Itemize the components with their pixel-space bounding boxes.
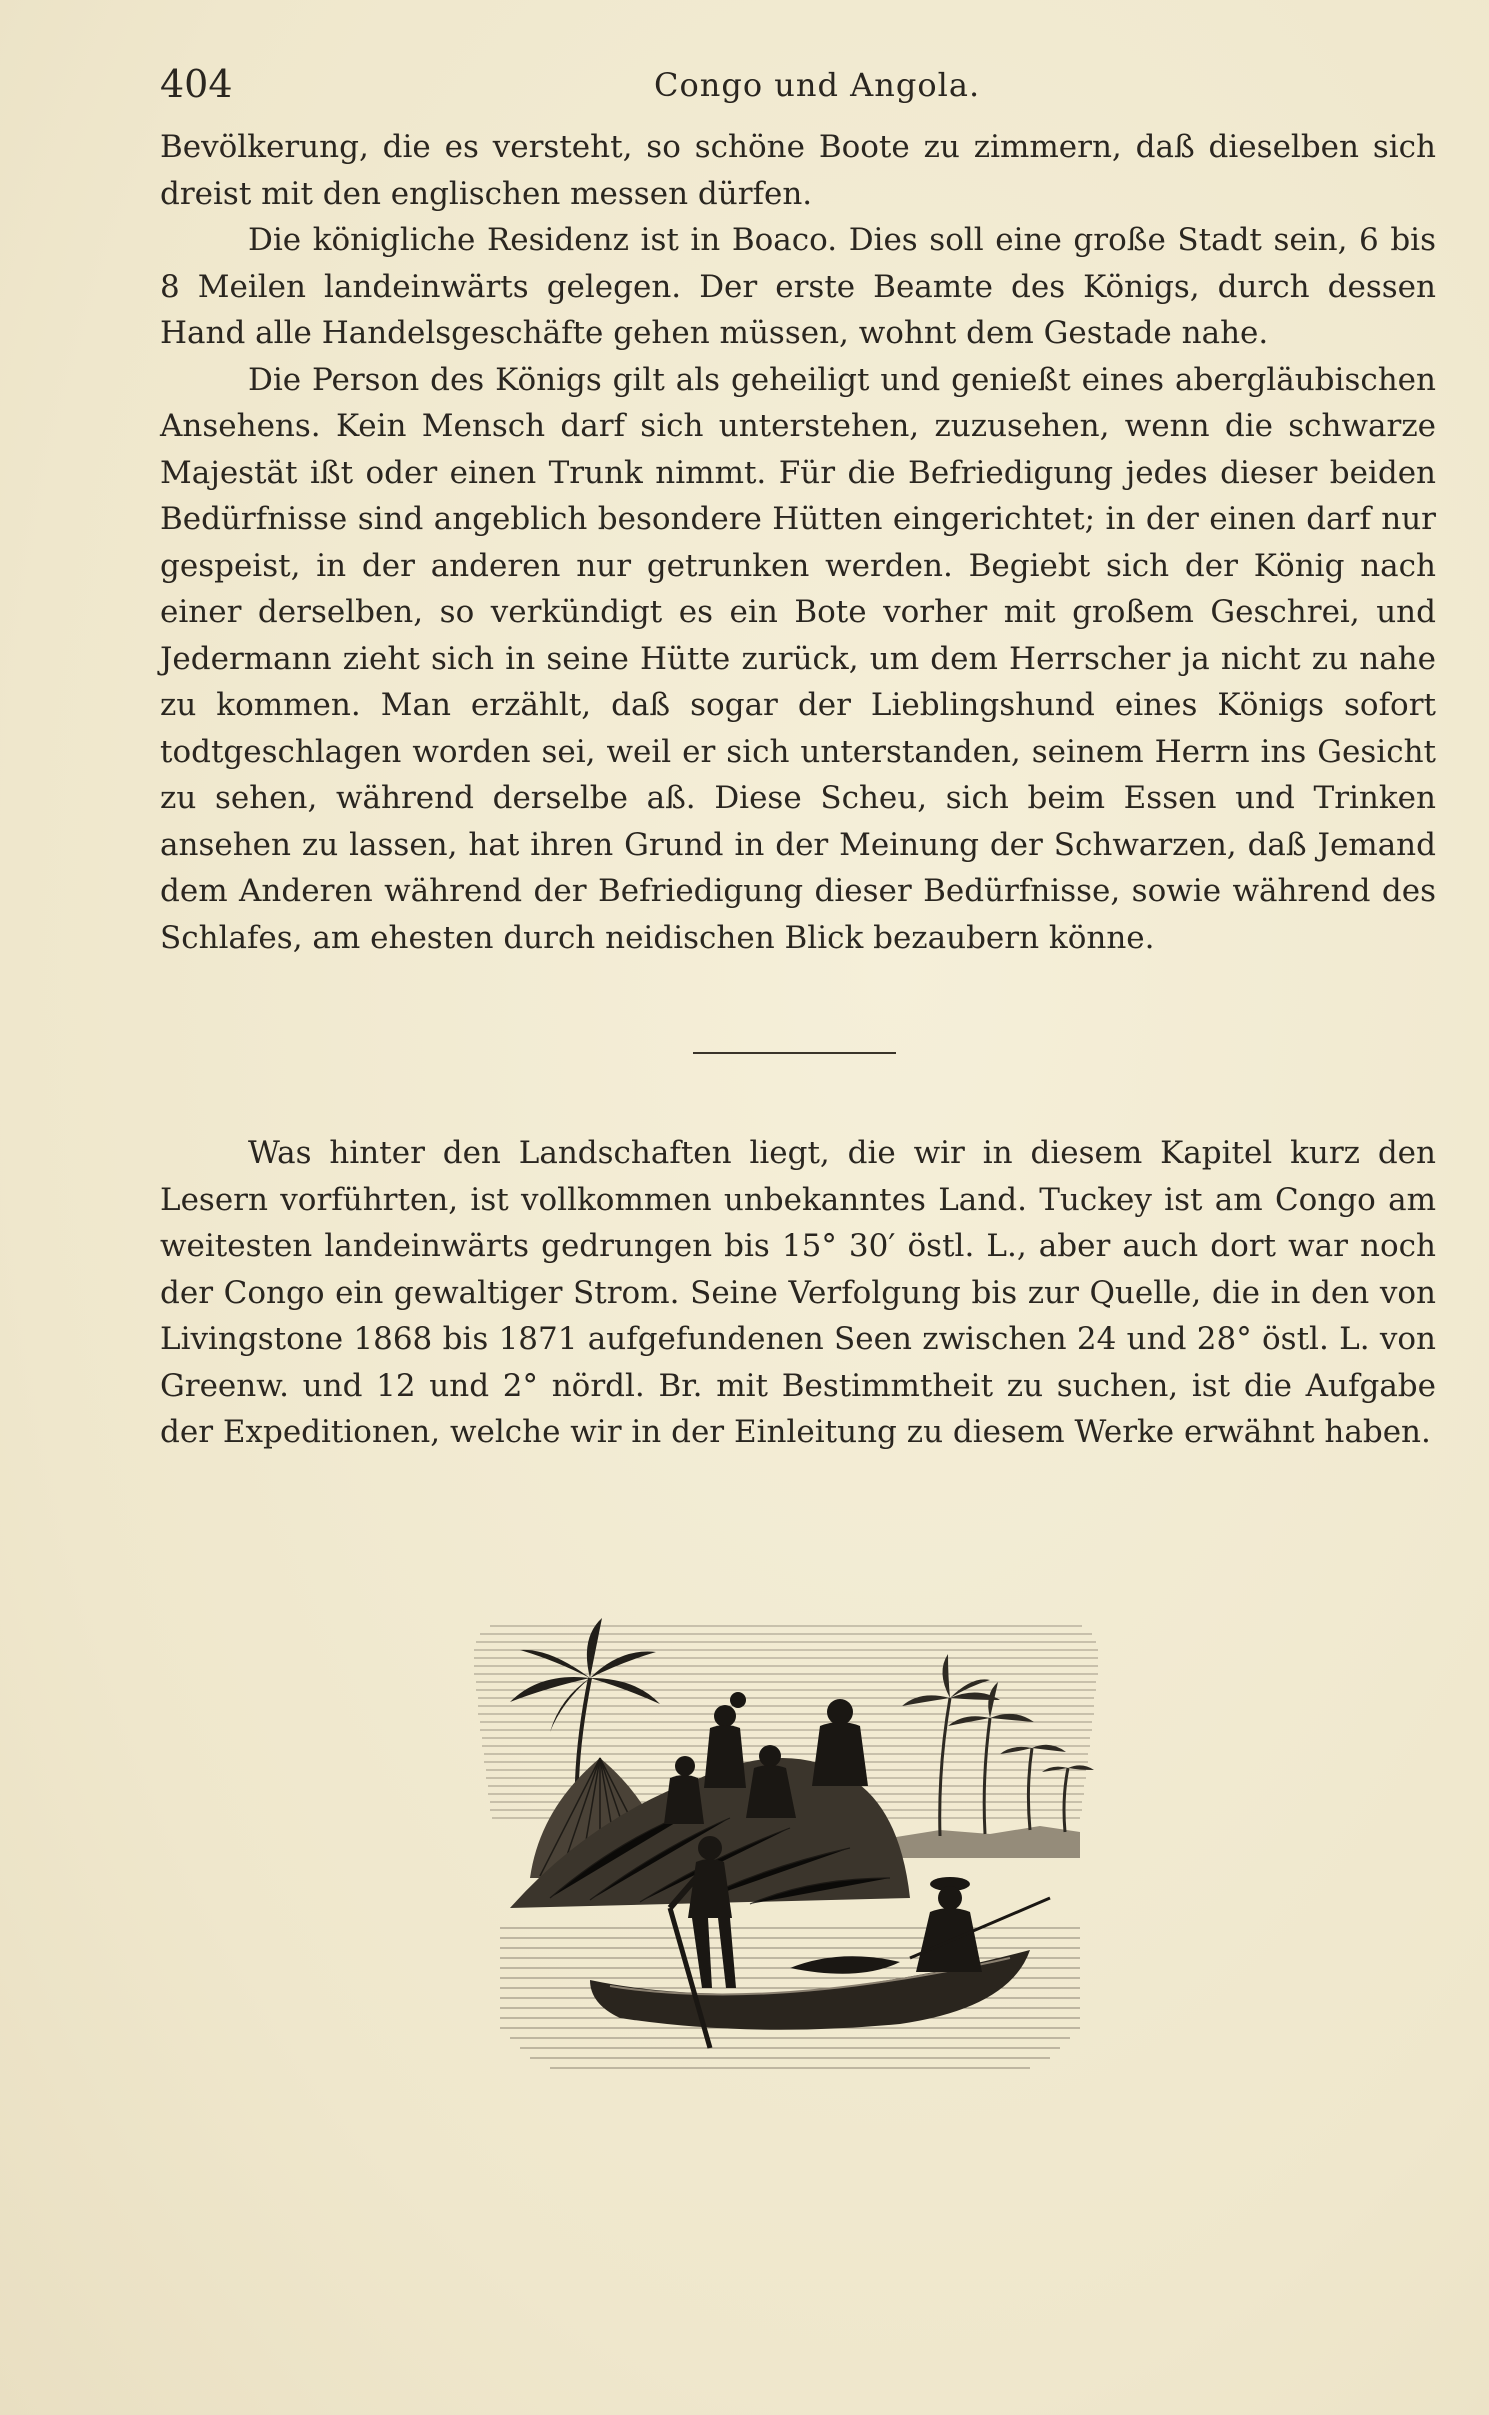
paragraph: Die königliche Residenz ist in Boaco. Dies soll eine große Stadt sein, 6 bis 8 Meilen landeinwärts gelegen. Der erste Beamte des Königs, durch dessen Hand alle Handelsgeschäfte gehen müssen, wohnt dem Gestade nahe. [160, 222, 1436, 351]
text-section-1 [160, 124, 1436, 961]
paragraph: Was hinter den Landschaften liegt, die wir in diesem Kapitel kurz den Lesern vorführten, ist vollkommen unbekanntes Land. Tuckey ist am Congo am weitesten landeinwärts gedrungen bis 15° 30′ östl. L., aber auch dort war noch der Congo ein gewaltiger Strom. Seine Verfolgung bis zur Quelle, die in den von Livingstone 1868 bis 1871 aufgefundenen Seen zwischen 24 und 28° östl. L. von Greenw. und 12 und 2° nördl. Br. mit Bestimmtheit zu suchen, ist die Aufgabe der Expeditionen, welche wir in der Einleitung zu diesem Werke erwähnt haben. [160, 1135, 1436, 1450]
text-section-2 [160, 1130, 1436, 1456]
paragraph: Die Person des Königs gilt als geheiligt und genießt eines abergläubischen Ansehens. Kein Mensch darf sich unterstehen, zuzusehen, wenn die schwarze Majestät ißt oder einen Trunk nimmt. Für die Befriedigung jedes dieser beiden Bedürfnisse sind angeblich besondere Hütten eingerichtet; in der einen darf nur gespeist, in der anderen nur getrunken werden. Begiebt sich der König nach einer derselben, so verkündigt es ein Bote vorher mit großem Geschrei, und Jedermann zieht sich in seine Hütte zurück, um dem Herrscher ja nicht zu nahe zu kommen. Man erzählt, daß sogar der Lieblingshund eines Königs sofort todtgeschlagen worden sei, weil er sich unterstanden, seinem Herrn ins Gesicht zu sehen, während derselbe aß. Diese Scheu, sich beim Essen und Trinken ansehen zu lassen, hat ihren Grund in der Meinung der Schwarzen, daß Jemand dem Anderen während der Befriedigung dieser Bedürfnisse, sowie während des Schlafes, am ehesten durch neidischen Blick bezaubern könne. [160, 361, 1436, 956]
page-number: 404 [160, 62, 233, 106]
page-header [160, 58, 1440, 108]
paragraph: Bevölkerung, die es versteht, so schöne Boote zu zimmern, daß dieselben sich dreist mit den englischen messen dürfen. [160, 129, 1436, 212]
section-divider [693, 1052, 896, 1054]
engraving-illustration [470, 1608, 1102, 2084]
running-head: Congo und Angola. [654, 66, 981, 104]
